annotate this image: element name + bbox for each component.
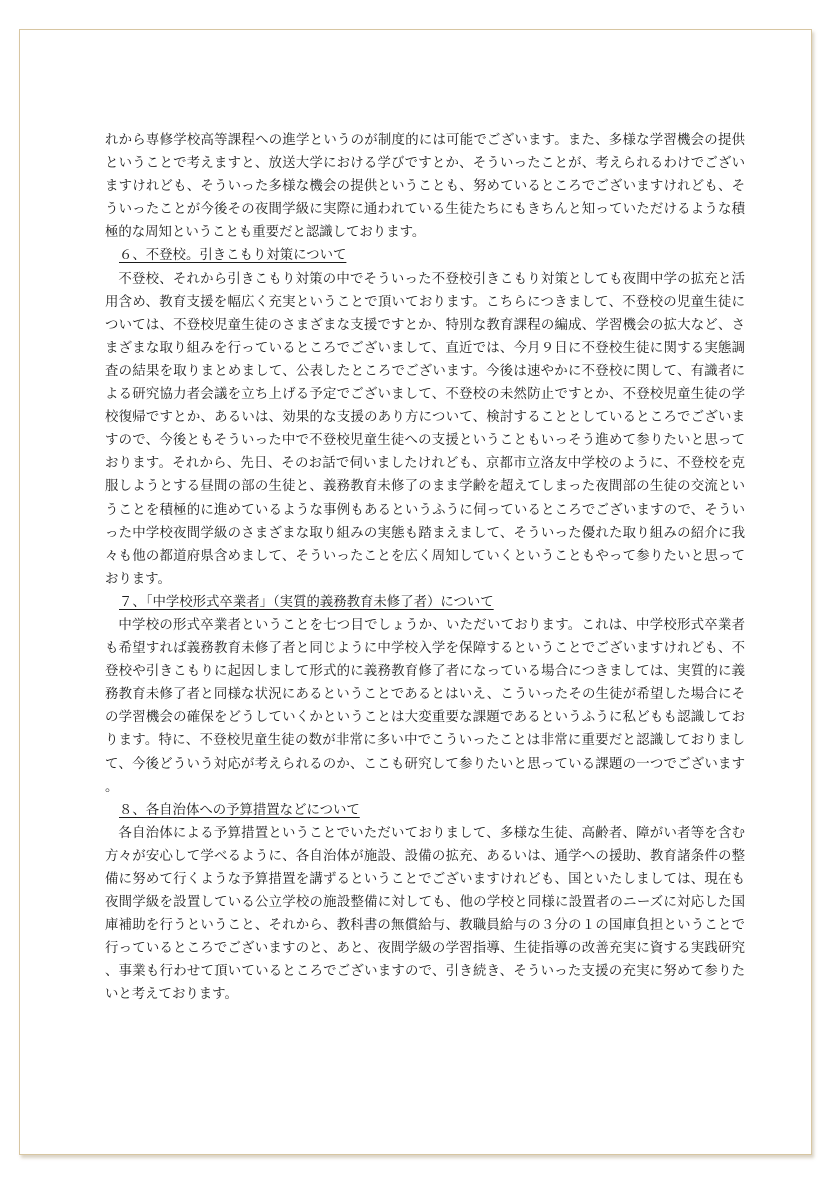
section-body-6: 不登校、それから引きこもり対策の中でそういった不登校引きこもり対策としても夜間中学の拡充と活用含め、教育支援を幅広く充実ということで頂いております。こちらにつきまして、不登校の児童生徒については、不登校児童生徒のさまざまな支援ですとか、特別な教育課程の編成、学習機会の拡大など、さまざまな取り組みを行っているところでございまして、直近では、今月９日に不登校生徒に関する実態調査の結果を取りまとめまして、公表したところでございます。今後は速やかに不登校に関して、有識者による研究協力者会議を立ち上げる予定でございまして、不登校の未然防止ですとか、不登校児童生徒の学校復帰ですとか、あるいは、効果的な支援のあり方について、検討することとしているところでございますので、今後ともそういった中で不登校児童生徒への支援ということもいっそう進めて参りたいと思っております。それから、先日、そのお話で伺いましたけれども、京都市立洛友中学校のように、不登校を克服しようとする昼間の部の生徒と、義務教育未修了のまま学齢を超えてしまった夜間部の生徒の交流ということを積極的に進めているような事例もあるというふうに伺っているところでございますので、そういった中学校夜間学級のさまざまな取り組みの実態も踏まえまして、そういった優れた取り組みの紹介に我々も他の都道府県含めまして、そういったことを広く周知していくということもやって参りたいと思っております。	[105, 271, 745, 587]
intro-paragraph: れから専修学校高等課程への進学というのが制度的には可能でございます。また、多様な学習機会の提供ということで考えますと、放送大学における学びですとか、そういったことが、考えられるわけでございますけれども、そういった多様な機会の提供ということも、努めているところでございますけれども、そういったことが今後その夜間学級に実際に通われている生徒たちにもきちんと知っていただけるような積極的な周知ということも重要だと認識しております。	[105, 133, 745, 241]
section-heading-8-text: ８、各自治体への予算措置などについて	[119, 802, 360, 818]
section-heading-6	[105, 244, 745, 267]
section-heading-7	[105, 591, 745, 614]
section-heading-6-text: ６、不登校。引きこもり対策について	[119, 248, 347, 264]
section-body-8: 各自治体による予算措置ということでいただいておりまして、多様な生徒、高齢者、障がい者等を含む方々が安心して学べるように、各自治体が施設、設備の拡充、あるいは、通学への援助、教育諸条件の整備に努めて行くような予算措置を講ずるということでございますけれども、国といたしましては、現在も夜間学級を設置している公立学校の施設整備に対しても、他の学校と同様に設置者のニーズに対応した国庫補助を行うということ、それから、教科書の無償給与、教職員給与の３分の１の国庫負担ということで行っているところでございますのと、あと、夜間学級の学習指導、生徒指導の改善充実に資する実践研究、事業も行わせて頂いているところでございますので、引き続き、そういった支援の充実に努めて参りたいと考えております。	[105, 825, 745, 1003]
section-heading-8	[105, 799, 745, 822]
section-heading-7-text: ７、「中学校形式卒業者」（実質的義務教育未修了者）について	[119, 594, 494, 610]
document-body	[105, 129, 745, 1007]
section-body-7: 中学校の形式卒業者ということを七つ目でしょうか、いただいております。これは、中学校形式卒業者も希望すれば義務教育未修了者と同じように中学校入学を保障するということでございますけれども、不登校や引きこもりに起因しまして形式的に義務教育修了者になっている場合につきましては、実質的に義務教育未修了者と同様な状況にあるということであるとはいえ、こういったその生徒が希望した場合にその学習機会の確保をどうしていくかということは大変重要な課題であるというふうに私どもも認識しております。特に、不登校児童生徒の数が非常に多い中でこういったことは非常に重要だと認識しておりまして、今後どういう対応が考えられるのか、ここも研究して参りたいと思っている課題の一つでございます。	[105, 617, 745, 795]
